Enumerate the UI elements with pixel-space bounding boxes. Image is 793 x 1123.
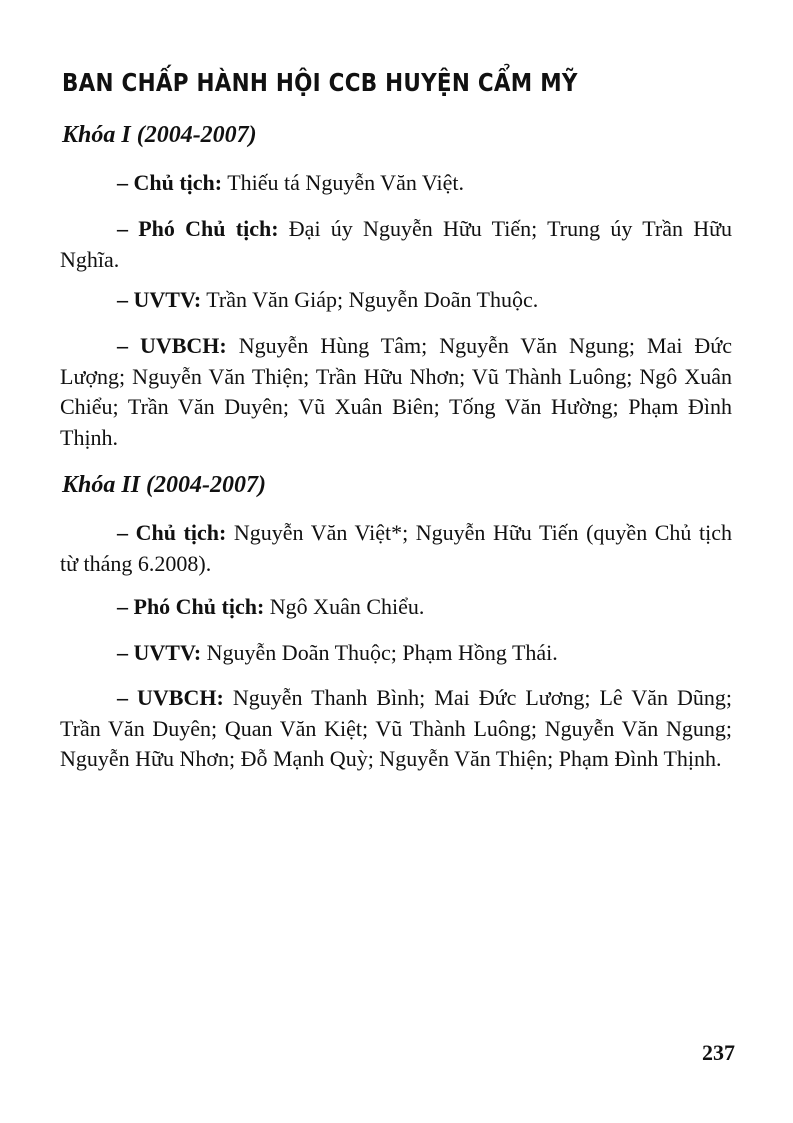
role-label: – UVTV: (117, 640, 202, 665)
role-label: – Chủ tịch: (117, 170, 223, 195)
entry-text: Đại úy Nguyễn Hữu Tiến; Trung úy Trần Hữu Nghĩa. (60, 216, 733, 272)
page-number: 237 (702, 1040, 735, 1065)
role-label: – UVBCH: (117, 333, 227, 358)
role-label: – UVTV: (117, 287, 202, 312)
term-heading-2: Khóa II (2004-2007) (62, 472, 267, 498)
entry-paragraph (60, 683, 732, 775)
entry-text: Nguyễn Hùng Tâm; Nguyễn Văn Ngung; Mai Đức Lượng; Nguyễn Văn Thiện; Trần Hữu Nhơn; Vũ Thành Luông; Ngô Xuân Chiểu; Trần Văn Duyên; Vũ Xuân Biên; Tống Văn Hường; Phạm Đình Thịnh. (60, 333, 732, 450)
role-label: – Chủ tịch: (117, 520, 227, 545)
entry-paragraph (60, 168, 732, 199)
term-heading-1: Khóa I (2004-2007) (62, 122, 257, 148)
entry-paragraph (60, 592, 732, 623)
role-label: – Phó Chủ tịch: (117, 594, 265, 619)
entry-paragraph (60, 285, 732, 316)
entry-text: Nguyễn Thanh Bình; Mai Đức Lương; Lê Văn Dũng; Trần Văn Duyên; Quan Văn Kiệt; Vũ Thành Luông; Nguyễn Văn Ngung; Nguyễn Hữu Nhơn; Đỗ Mạnh Quỳ; Nguyễn Văn Thiện; Phạm Đình Thịnh. (60, 685, 733, 771)
entry-text: Trần Văn Giáp; Nguyễn Doãn Thuộc. (206, 287, 539, 312)
entry-paragraph (60, 518, 732, 579)
role-label: – UVBCH: (117, 685, 224, 710)
role-label: – Phó Chủ tịch: (117, 216, 279, 241)
entry-paragraph (60, 331, 732, 453)
entry-text: Thiếu tá Nguyễn Văn Việt. (227, 170, 464, 195)
entry-text: Ngô Xuân Chiểu. (269, 594, 425, 619)
entry-text: Nguyễn Văn Việt*; Nguyễn Hữu Tiến (quyền Chủ tịch từ tháng 6.2008). (60, 520, 733, 576)
entry-paragraph (60, 638, 732, 669)
entry-paragraph (60, 214, 732, 275)
entry-text: Nguyễn Doãn Thuộc; Phạm Hồng Thái. (206, 640, 558, 665)
page-title: BAN CHẤP HÀNH HỘI CCB HUYỆN CẨM MỸ (62, 68, 578, 97)
